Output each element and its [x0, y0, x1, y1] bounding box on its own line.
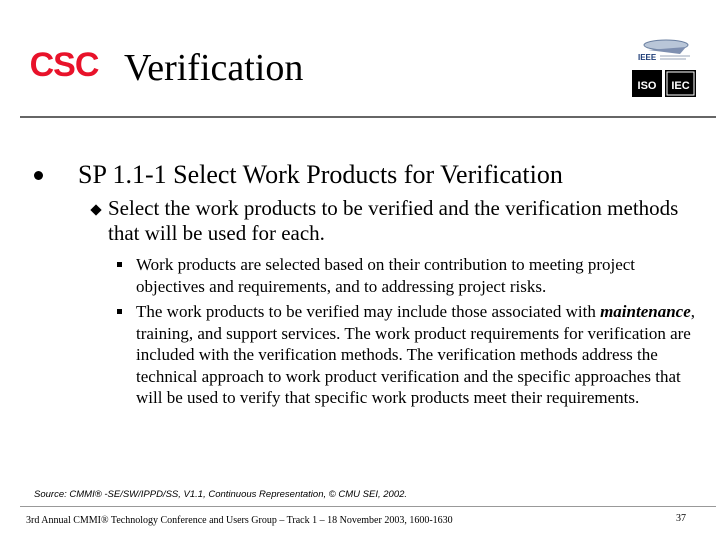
level3b-text-start: The work products to be verified may include those associated with — [136, 302, 601, 321]
level3-square-bullet-icon — [117, 262, 122, 267]
header-divider — [20, 116, 716, 118]
csc-logo — [26, 46, 102, 82]
level1-heading: SP 1.1-1 Select Work Products for Verification — [78, 160, 563, 189]
level1-bullet-icon — [34, 171, 43, 180]
level3-square-bullet-icon — [117, 309, 122, 314]
source-citation: Source: CMMI® -SE/SW/IPPD/SS, V1.1, Continuous Representation, © CMU SEI, 2002. — [34, 489, 408, 500]
level2-text: Select the work products to be verified and the verification methods that will be used for each. — [108, 196, 679, 245]
iso-logo-text: ISO — [637, 80, 657, 92]
iec-logo-text: IEC — [671, 80, 690, 92]
svg-text:CSC: CSC — [29, 46, 99, 82]
level3b-text-end: , training, and support services. The work product requirements for verification are included with the verification methods. The verification methods address the technical approach to work product verification and the specific approaches that will be used to verify that specific work products meet their requirements. — [136, 302, 695, 407]
page-number: 37 — [676, 513, 686, 524]
ieee-logo-text: IEEE — [638, 53, 657, 62]
footer-divider — [20, 506, 716, 507]
standards-logos — [630, 38, 698, 100]
footer-text: 3rd Annual CMMI® Technology Conference and Users Group – Track 1 – 18 November 2003, 1600-1630 — [26, 515, 453, 526]
level2-diamond-bullet-icon — [90, 204, 101, 215]
slide-title: Verification — [124, 47, 304, 89]
level3-item-selection: Work products are selected based on their contribution to meeting project objectives and requirements, and to addressing project risks. — [136, 255, 636, 296]
level3-item-scope — [136, 301, 696, 409]
emphasis-maintenance: maintenance — [600, 302, 691, 321]
